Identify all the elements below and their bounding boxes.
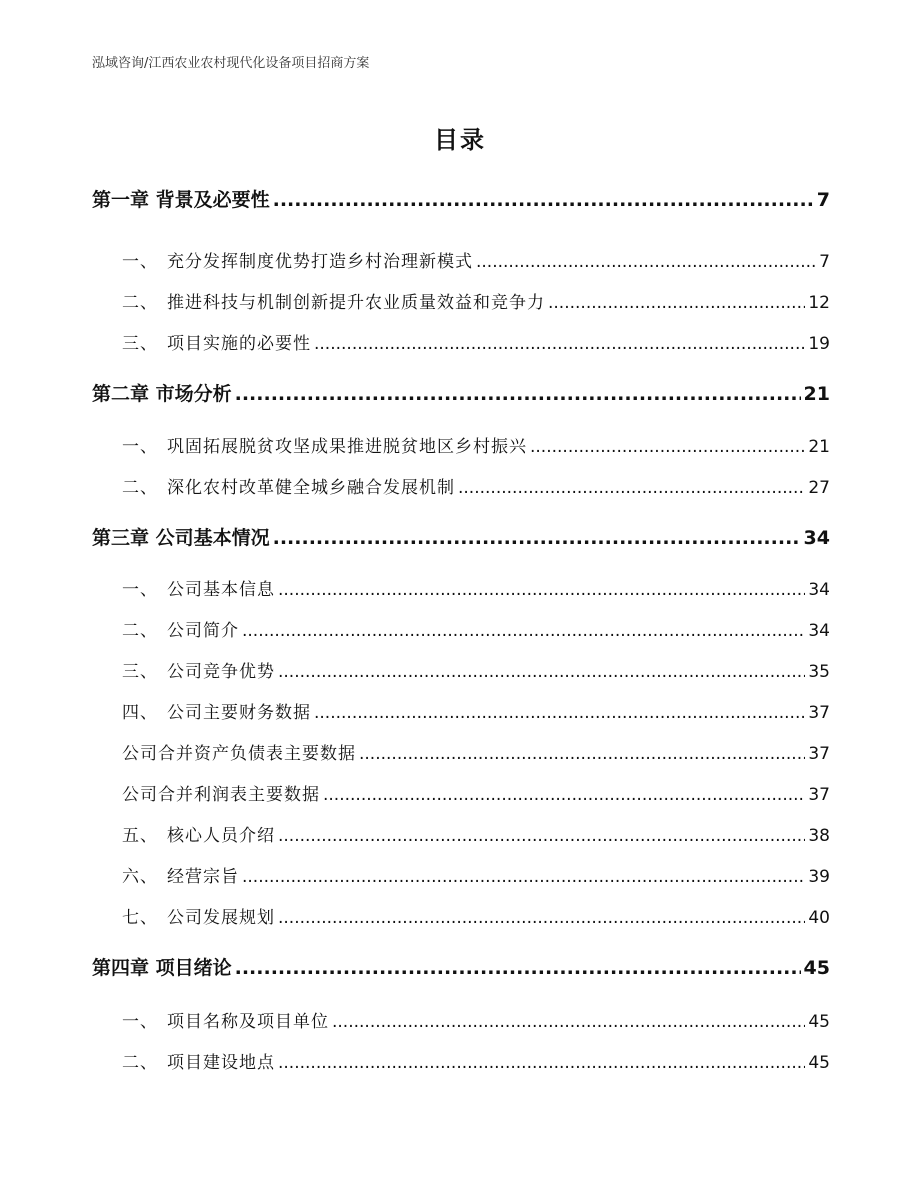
toc-chapter-entry[interactable]	[92, 185, 830, 212]
toc-page-number: 7	[819, 252, 830, 272]
toc-entry-number: 一、	[122, 437, 158, 457]
toc-entry-label: 公司合并利润表主要数据	[122, 785, 320, 805]
toc-page-number: 12	[808, 293, 830, 313]
toc-entry-label: 公司主要财务数据	[167, 703, 311, 723]
toc-page-number: 34	[808, 621, 830, 641]
toc-entry-number: 二、	[122, 293, 158, 313]
toc-section-entry[interactable]	[92, 432, 830, 457]
toc-entry-label: 第三章 公司基本情况	[92, 527, 270, 549]
toc-section-entry[interactable]	[92, 780, 830, 805]
toc-entry-label: 充分发挥制度优势打造乡村治理新模式	[167, 252, 473, 272]
toc-leader-dots	[314, 334, 805, 354]
toc-leader-dots	[476, 252, 816, 272]
toc-entry-number: 二、	[122, 478, 158, 498]
toc-leader-dots	[278, 662, 805, 682]
toc-entry-label: 推进科技与机制创新提升农业质量效益和竞争力	[167, 293, 545, 313]
toc-entry-label: 公司发展规划	[167, 908, 275, 928]
toc-page-number: 35	[808, 662, 830, 682]
toc-leader-dots	[273, 189, 814, 211]
toc-section-entry[interactable]	[92, 657, 830, 682]
toc-section-entry[interactable]	[92, 616, 830, 641]
toc-entry-label: 核心人员介绍	[167, 826, 275, 846]
toc-leader-dots	[242, 621, 805, 641]
toc-leader-dots	[548, 293, 805, 313]
toc-leader-dots	[359, 744, 805, 764]
toc-entry-label: 项目名称及项目单位	[167, 1012, 329, 1032]
toc-page-number: 38	[808, 826, 830, 846]
toc-entry-number: 三、	[122, 334, 158, 354]
toc-section-entry[interactable]	[92, 821, 830, 846]
toc-page-number: 21	[803, 383, 830, 405]
toc-section-entry[interactable]	[92, 288, 830, 313]
toc-section-entry[interactable]	[92, 575, 830, 600]
toc-page-number: 7	[816, 189, 830, 211]
toc-entry-number: 一、	[122, 580, 158, 600]
toc-section-entry[interactable]	[92, 1048, 830, 1073]
toc-entry-label: 第二章 市场分析	[92, 383, 232, 405]
toc-page-number: 39	[808, 867, 830, 887]
toc-leader-dots	[273, 527, 801, 549]
toc-leader-dots	[278, 908, 805, 928]
toc-entry-label: 第四章 项目绪论	[92, 957, 232, 979]
toc-section-entry[interactable]	[92, 739, 830, 764]
toc-entry-label: 项目建设地点	[167, 1053, 275, 1073]
toc-page-number: 37	[808, 703, 830, 723]
toc-entry-number: 二、	[122, 621, 158, 641]
toc-entry-label: 巩固拓展脱贫攻坚成果推进脱贫地区乡村振兴	[167, 437, 527, 457]
toc-page-number: 37	[808, 744, 830, 764]
toc-leader-dots	[235, 957, 801, 979]
toc-section-entry[interactable]	[92, 247, 830, 272]
toc-chapter-entry[interactable]	[92, 953, 830, 980]
toc-entry-label: 项目实施的必要性	[167, 334, 311, 354]
toc-chapter-entry[interactable]	[92, 379, 830, 406]
toc-entry-number: 四、	[122, 703, 158, 723]
toc-section-entry[interactable]	[92, 862, 830, 887]
toc-entry-number: 五、	[122, 826, 158, 846]
toc-chapter-entry[interactable]	[92, 523, 830, 550]
toc-entry-number: 二、	[122, 1053, 158, 1073]
toc-entry-label: 经营宗旨	[167, 867, 239, 887]
toc-page-number: 40	[808, 908, 830, 928]
toc-page-number: 34	[803, 527, 830, 549]
toc-page-number: 45	[803, 957, 830, 979]
toc-entry-label: 公司简介	[167, 621, 239, 641]
running-header: 泓域咨询/江西农业农村现代化设备项目招商方案	[92, 56, 370, 71]
toc-entry-number: 一、	[122, 252, 158, 272]
toc-leader-dots	[458, 478, 805, 498]
toc-entry-label: 深化农村改革健全城乡融合发展机制	[167, 478, 455, 498]
toc-section-entry[interactable]	[92, 329, 830, 354]
toc-entry-number: 六、	[122, 867, 158, 887]
toc-entry-label: 公司基本信息	[167, 580, 275, 600]
toc-entry-label: 第一章 背景及必要性	[92, 189, 270, 211]
toc-section-entry[interactable]	[92, 698, 830, 723]
toc-leader-dots	[242, 867, 805, 887]
toc-page-number: 27	[808, 478, 830, 498]
toc-section-entry[interactable]	[92, 473, 830, 498]
toc-leader-dots	[530, 437, 805, 457]
toc-leader-dots	[278, 826, 805, 846]
toc-page-number: 45	[808, 1053, 830, 1073]
toc-entry-label: 公司竞争优势	[167, 662, 275, 682]
toc-section-entry[interactable]	[92, 1007, 830, 1032]
toc-page-number: 34	[808, 580, 830, 600]
toc-page-number: 45	[808, 1012, 830, 1032]
toc-leader-dots	[235, 383, 801, 405]
toc-page-number: 21	[808, 437, 830, 457]
toc-page-number: 37	[808, 785, 830, 805]
toc-entry-number: 三、	[122, 662, 158, 682]
toc-leader-dots	[314, 703, 805, 723]
toc-leader-dots	[278, 580, 805, 600]
toc-title: 目录	[434, 126, 486, 154]
toc-entry-label: 公司合并资产负债表主要数据	[122, 744, 356, 764]
toc-leader-dots	[332, 1012, 805, 1032]
toc-leader-dots	[278, 1053, 805, 1073]
toc-entry-number: 一、	[122, 1012, 158, 1032]
toc-entry-number: 七、	[122, 908, 158, 928]
toc-leader-dots	[323, 785, 805, 805]
toc-page-number: 19	[808, 334, 830, 354]
toc-section-entry[interactable]	[92, 903, 830, 928]
